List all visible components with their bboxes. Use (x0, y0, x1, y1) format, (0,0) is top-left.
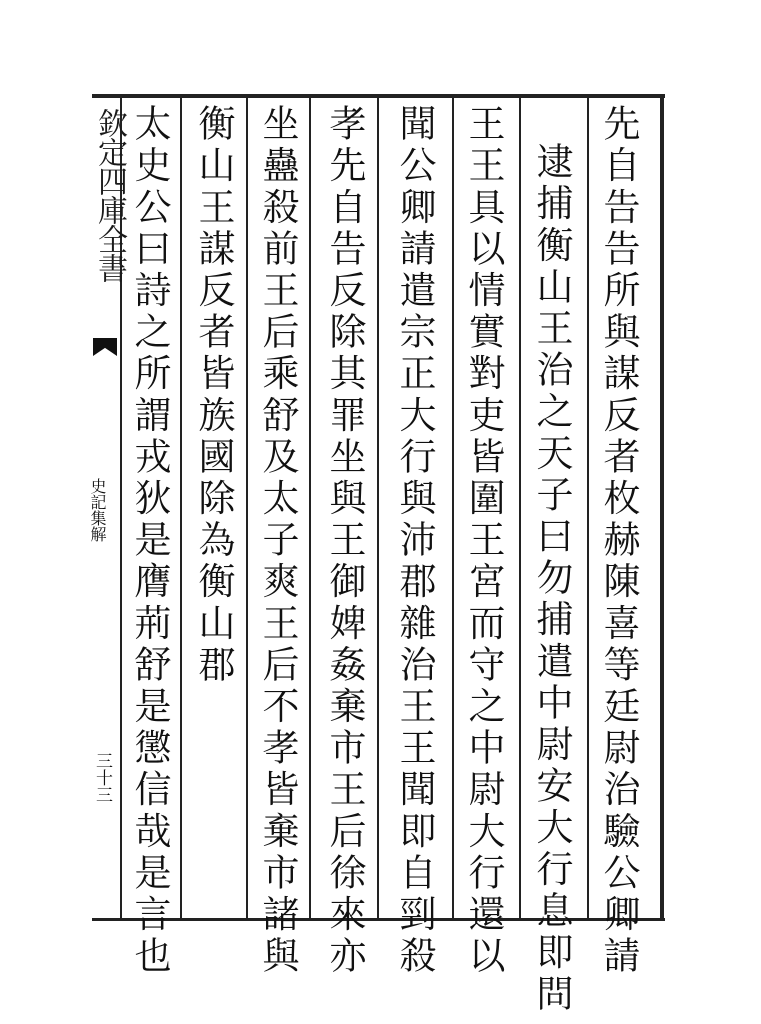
margin-title: 欽定四庫全書 (92, 108, 127, 282)
fish-tail-mark (93, 338, 117, 356)
column-rule (377, 98, 379, 918)
text-column-2: 逮捕衡山王治之天子曰勿捕遣中尉安大行息即問 (530, 142, 573, 1016)
text-column-1: 先自告告所與謀反者枚赫陳喜等廷尉治驗公卿請 (597, 104, 640, 978)
text-column-5: 孝先自告反除其罪坐與王御婢姦棄市王后徐來亦 (323, 104, 366, 978)
column-rule (587, 98, 589, 918)
text-column-3: 王王具以情實對吏皆圍王宮而守之中尉大行還以 (462, 104, 505, 978)
margin-page-number: 三十三 (92, 752, 112, 803)
column-rule (452, 98, 454, 918)
text-column-7: 衡山王謀反者皆族國除為衡山郡 (192, 104, 235, 687)
column-rule (309, 98, 311, 918)
column-rule (519, 98, 521, 918)
text-column-6: 坐蠱殺前王后乘舒及太子爽王后不孝皆棄市諸與 (256, 104, 299, 978)
margin-book-title: 史記集解 (88, 478, 107, 542)
column-rule (180, 98, 182, 918)
frame-bottom-border (92, 918, 665, 921)
frame-right-border (660, 94, 664, 921)
text-column-8: 太史公曰詩之所謂戎狄是膺荊舒是懲信哉是言也 (128, 104, 171, 978)
column-rule (246, 98, 248, 918)
text-column-4: 聞公卿請遣宗正大行與沛郡雜治王王聞即自剄殺 (393, 104, 436, 978)
